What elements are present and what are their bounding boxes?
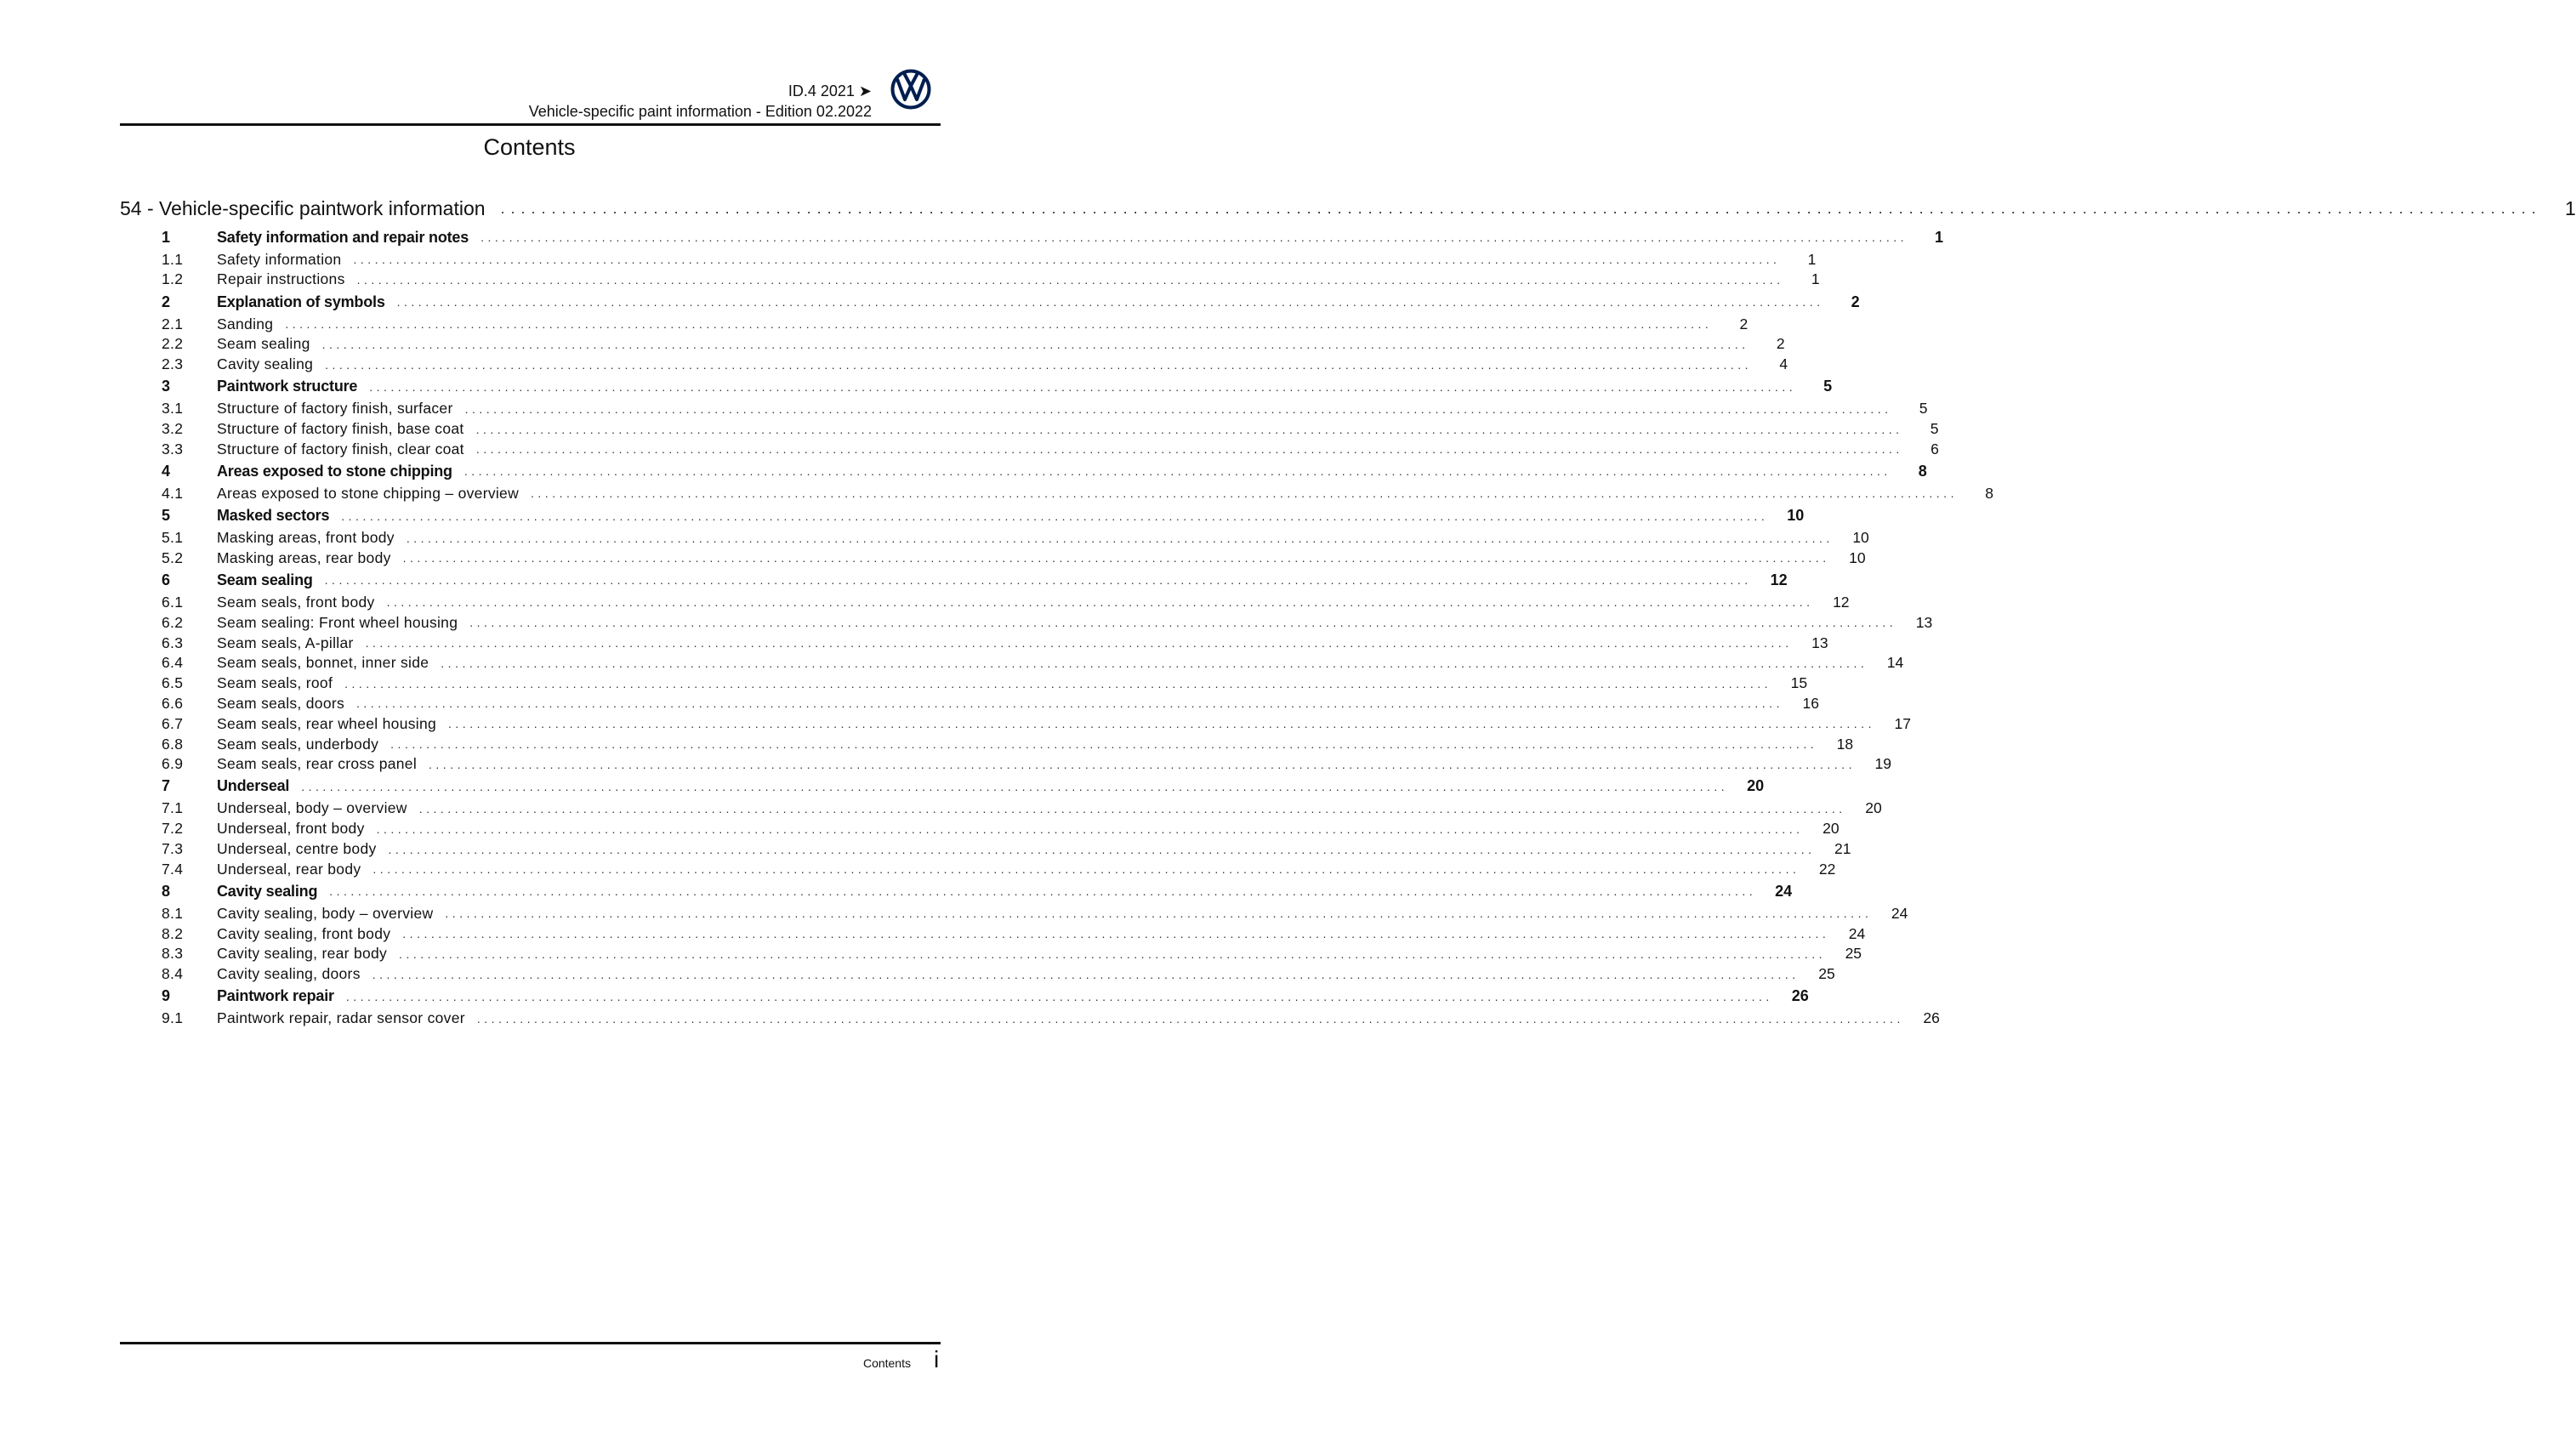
entry-title: Sanding: [217, 315, 274, 332]
toc-entry[interactable]: [162, 904, 1908, 924]
toc-chapter[interactable]: [162, 290, 1860, 314]
entry-title: Repair instructions: [217, 270, 345, 288]
entry-number: 3.3: [162, 440, 184, 457]
toc-entry[interactable]: [162, 355, 1788, 375]
entry-title: Cavity sealing, front body: [217, 924, 391, 942]
leader-dots: ........................................................................................................................................................................................................: [321, 337, 1749, 351]
leader-dots: ........................................................................................................................................................................................................: [301, 779, 1729, 793]
leader-dots: ........................................................................................................................................................................................................: [344, 676, 1772, 690]
leader-dots: ........................................................................................................................................................................................................: [376, 821, 1804, 836]
entry-number: 3.2: [162, 420, 184, 438]
entry-number: 7.3: [162, 840, 184, 857]
toc-entry[interactable]: [162, 694, 1819, 714]
entry-number: 8: [162, 882, 170, 900]
leader-dots: ........................................................................................................................................................................................................: [469, 616, 1897, 630]
entry-page: 1: [1807, 250, 1817, 268]
entry-title: Cavity sealing, body – overview: [217, 904, 434, 922]
toc-entry[interactable]: [162, 923, 1866, 944]
header-subtitle: Vehicle-specific paint information - Edition 02.2022: [528, 103, 872, 120]
leader-dots: ........................................................................................................................................................................................................: [285, 317, 1713, 332]
entry-title: Cavity sealing, doors: [217, 965, 361, 983]
toc-entry[interactable]: [162, 713, 1911, 734]
toc-entry[interactable]: [162, 798, 1882, 819]
leader-dots: ........................................................................................................................................................................................................: [325, 357, 1753, 372]
entry-title: Structure of factory finish, base coat: [217, 420, 464, 438]
entry-number: 4: [162, 462, 170, 480]
entry-title: Seam seals, A-pillar: [217, 634, 354, 651]
leader-dots: ........................................................................................................................................................................................................: [402, 927, 1830, 941]
leader-dots: ........................................................................................................................................................................................................: [341, 509, 1769, 523]
entry-number: 6.3: [162, 634, 184, 651]
entry-page: 14: [1886, 654, 1904, 672]
leader-dots: ........................................................................................................................................................................................................: [402, 551, 1830, 565]
entry-page: 21: [1834, 840, 1851, 857]
leader-dots: ........................................................................................................................................................................................................: [369, 379, 1797, 394]
leader-dots: ........................................................................................................................................................................................................: [353, 253, 1781, 267]
entry-title: Seam seals, roof: [217, 674, 333, 692]
entry-number: 6.6: [162, 694, 184, 712]
entry-page: 13: [1811, 634, 1828, 651]
entry-title: Seam seals, underbody: [217, 735, 379, 753]
toc-chapter[interactable]: [162, 879, 1793, 903]
entry-number: 8.1: [162, 904, 184, 922]
leader-dots: ........................................................................................................................................................................................................: [388, 842, 1816, 856]
entry-title: Paintwork repair: [217, 987, 334, 1005]
entry-page: 2: [1851, 293, 1860, 310]
toc-entry[interactable]: [162, 859, 1836, 879]
leader-dots: ........................................................................................................................................................................................................: [481, 230, 1908, 245]
entry-page: 17: [1894, 714, 1911, 732]
entry-title: Areas exposed to stone chipping – overview: [217, 484, 520, 502]
toc-entry[interactable]: [162, 964, 1835, 985]
entry-number: 9: [162, 987, 170, 1005]
toc-entry[interactable]: [162, 819, 1840, 839]
entry-title: Structure of factory finish, surfacer: [217, 400, 453, 418]
toc-entry[interactable]: [162, 334, 1785, 355]
entry-number: 6.9: [162, 755, 184, 773]
leader-dots: ........................................................................................................................................................................................................: [475, 422, 1903, 436]
entry-number: 9.1: [162, 1009, 184, 1027]
entry-page: 20: [1865, 799, 1882, 817]
entry-page: 10: [1852, 529, 1869, 547]
toc-entry[interactable]: [162, 484, 1993, 504]
entry-page: 18: [1836, 735, 1854, 753]
toc-chapter[interactable]: [162, 775, 1765, 798]
leader-dots: ........................................................................................................................................................................................................: [390, 737, 1818, 752]
entry-title: Areas exposed to stone chipping: [217, 462, 452, 480]
entry-page: 26: [1923, 1009, 1940, 1027]
entry-number: 6.4: [162, 654, 184, 672]
toc-chapter[interactable]: [162, 985, 1809, 1009]
leader-dots: ........................................................................................................................................................................................................: [386, 595, 1814, 610]
entry-number: 3: [162, 378, 170, 395]
entry-number: 2.2: [162, 335, 184, 353]
section-title: 54 - Vehicle-specific paintwork information: [120, 196, 486, 219]
entry-title: Seam seals, bonnet, inner side: [217, 654, 429, 672]
entry-number: 8.3: [162, 945, 184, 963]
toc-entry[interactable]: [162, 249, 1817, 270]
entry-title: Underseal, centre body: [217, 840, 377, 857]
entry-title: Cavity sealing: [217, 355, 314, 373]
toc-list: [162, 225, 1993, 1029]
toc-entry[interactable]: [162, 612, 1933, 633]
toc-entry[interactable]: [162, 439, 1939, 459]
header-rule: [120, 123, 941, 126]
entry-page: 13: [1915, 613, 1933, 631]
leader-dots: ........................................................................................................................................................................................................: [324, 573, 1752, 588]
entry-page: 5: [1930, 420, 1939, 438]
entry-title: Explanation of symbols: [217, 293, 385, 310]
entry-title: Safety information: [217, 250, 342, 268]
entry-number: 6.7: [162, 714, 184, 732]
entry-number: 5: [162, 507, 170, 524]
entry-title: Underseal, body – overview: [217, 799, 407, 817]
entry-title: Masking areas, front body: [217, 529, 395, 547]
entry-number: 8.4: [162, 965, 184, 983]
toc-entry[interactable]: [162, 653, 1904, 673]
entry-page: 22: [1818, 860, 1836, 878]
toc-entry[interactable]: [162, 839, 1851, 860]
entry-page: 26: [1791, 987, 1809, 1005]
entry-number: 5.2: [162, 548, 184, 566]
entry-title: Underseal, front body: [217, 820, 365, 838]
entry-title: Cavity sealing, rear body: [217, 945, 388, 963]
entry-page: 19: [1874, 755, 1891, 773]
entry-page: 16: [1802, 694, 1819, 712]
entry-page: 5: [1823, 378, 1833, 395]
toc-entry[interactable]: [162, 1009, 1940, 1029]
entry-number: 6: [162, 571, 170, 588]
entry-page: 12: [1770, 571, 1788, 588]
toc-chapter[interactable]: [162, 503, 1805, 527]
entry-number: 6.1: [162, 593, 184, 611]
leader-dots: ........................................................................................................................................................................................................: [356, 272, 1784, 287]
entry-title: Paintwork structure: [217, 378, 358, 395]
entry-title: Masking areas, rear body: [217, 548, 391, 566]
leader-dots: ........................................................................................................................................................................................................: [418, 801, 1846, 815]
header-model: ID.4 2021 ➤: [788, 82, 872, 99]
entry-page: 10: [1787, 507, 1805, 524]
entry-number: 3.1: [162, 400, 184, 418]
entry-number: 1.1: [162, 250, 184, 268]
leader-dots: ........................................................................................................................................................................................................: [345, 989, 1773, 1003]
entry-number: 6.2: [162, 613, 184, 631]
entry-number: 6.5: [162, 674, 184, 692]
entry-number: 1.2: [162, 270, 184, 288]
entry-page: 2: [1739, 315, 1749, 332]
entry-title: Seam seals, doors: [217, 694, 345, 712]
entry-page: 20: [1823, 820, 1840, 838]
toc-entry[interactable]: [162, 944, 1862, 964]
toc-entry[interactable]: [162, 419, 1939, 440]
leader-dots: ........................................................................................................................................................................................................: [356, 696, 1783, 711]
entry-title: Cavity sealing: [217, 882, 318, 900]
entry-page: 12: [1833, 593, 1850, 611]
entry-page: 25: [1818, 965, 1835, 983]
entry-title: Seam sealing: Front wheel housing: [217, 613, 458, 631]
entry-number: 7.4: [162, 860, 184, 878]
entry-number: 6.8: [162, 735, 184, 753]
toc-chapter[interactable]: [162, 568, 1788, 592]
leader-dots: ........................................................................................................................................................................................................: [372, 862, 1800, 877]
entry-title: Seam seals, front body: [217, 593, 375, 611]
entry-number: 2: [162, 293, 170, 310]
entry-number: 2.1: [162, 315, 184, 332]
toc-entry[interactable]: [162, 528, 1869, 548]
toc-entry[interactable]: [162, 633, 1828, 653]
toc-entry[interactable]: [162, 593, 1850, 613]
toc-entry[interactable]: [162, 754, 1891, 775]
toc-entry[interactable]: [162, 314, 1749, 334]
entry-page: 2: [1776, 335, 1785, 353]
entry-number: 7.1: [162, 799, 184, 817]
entry-page: 24: [1891, 904, 1908, 922]
leader-dots: ........................................................................................................................................................................................................: [445, 906, 1873, 921]
entry-title: Paintwork repair, radar sensor cover: [217, 1009, 465, 1027]
leader-dots: ........................................................................................................................................................................................................: [475, 442, 1903, 457]
footer-rule: [120, 1342, 941, 1344]
leader-dots: ........................................................................................................................................................................................................: [396, 295, 1824, 310]
entry-title: Underseal, rear body: [217, 860, 361, 878]
entry-number: 5.1: [162, 529, 184, 547]
entry-page: 20: [1747, 777, 1765, 795]
entry-page: 1: [1934, 228, 1943, 246]
entry-page: 8: [1985, 484, 1993, 502]
toc-chapter[interactable]: [162, 225, 1943, 249]
entry-number: 8.2: [162, 924, 184, 942]
leader-dots: ........................................................................................................................................................................................................: [463, 464, 1891, 479]
entry-title: Underseal: [217, 777, 290, 795]
entry-page: 15: [1790, 674, 1808, 692]
entry-title: Masked sectors: [217, 507, 330, 524]
toc-entry[interactable]: [162, 734, 1854, 754]
entry-page: 1: [1811, 270, 1820, 288]
toc-section[interactable]: [120, 196, 2576, 221]
leader-dots: ........................................................................................................................................................................................................: [429, 757, 1856, 771]
leader-dots: ........................................................................................................................................................................................................: [406, 531, 1834, 545]
entry-number: 7.2: [162, 820, 184, 838]
toc-entry[interactable]: [162, 548, 1866, 568]
entry-page: 24: [1848, 924, 1866, 942]
entry-title: Structure of factory finish, clear coat: [217, 440, 464, 457]
entry-page: 6: [1931, 440, 1939, 457]
entry-page: 4: [1779, 355, 1788, 373]
leader-dots: ........................................................................................................................................................................................................: [531, 486, 1958, 501]
entry-title: Seam seals, rear cross panel: [217, 755, 418, 773]
leader-dots: ........................................................................................................................................................................................................: [372, 967, 1800, 981]
section-page: 1: [2564, 196, 2576, 219]
toc-chapter[interactable]: [162, 459, 1927, 483]
entry-page: 25: [1845, 945, 1862, 963]
footer-page-number: i: [934, 1346, 940, 1372]
entry-number: 7: [162, 777, 170, 795]
leader-dots: ........................................................................................................................................................................................................: [448, 717, 1875, 731]
leader-dots: ........................................................................................................................................................................................................: [365, 636, 1793, 651]
entry-number: 4.1: [162, 484, 184, 502]
entry-title: Safety information and repair notes: [217, 228, 469, 246]
page-title: Contents: [483, 134, 576, 160]
footer-label: Contents: [862, 1356, 911, 1370]
entry-page: 10: [1849, 548, 1866, 566]
leader-dots: ........................................................................................................................................................................................................: [464, 401, 1892, 416]
entry-page: 8: [1918, 462, 1927, 480]
entry-page: 5: [1919, 400, 1928, 418]
entry-page: 24: [1775, 882, 1793, 900]
entry-title: Seam sealing: [217, 335, 310, 353]
toc-entry[interactable]: [162, 399, 1928, 419]
leader-dots: ........................................................................................................................................................................................................: [441, 656, 1868, 670]
entry-number: 1: [162, 228, 170, 246]
entry-number: 2.3: [162, 355, 184, 373]
entry-title: Seam seals, rear wheel housing: [217, 714, 437, 732]
entry-title: Seam sealing: [217, 571, 313, 588]
leader-dots: ........................................................................................................................................................................................................: [500, 199, 2542, 217]
toc-chapter[interactable]: [162, 375, 1833, 399]
leader-dots: ........................................................................................................................................................................................................: [399, 946, 1827, 961]
toc-entry[interactable]: [162, 270, 1820, 290]
vw-logo-icon: [890, 69, 931, 110]
toc-entry[interactable]: [162, 673, 1808, 694]
leader-dots: ........................................................................................................................................................................................................: [476, 1011, 1904, 1026]
leader-dots: ........................................................................................................................................................................................................: [329, 884, 1757, 899]
